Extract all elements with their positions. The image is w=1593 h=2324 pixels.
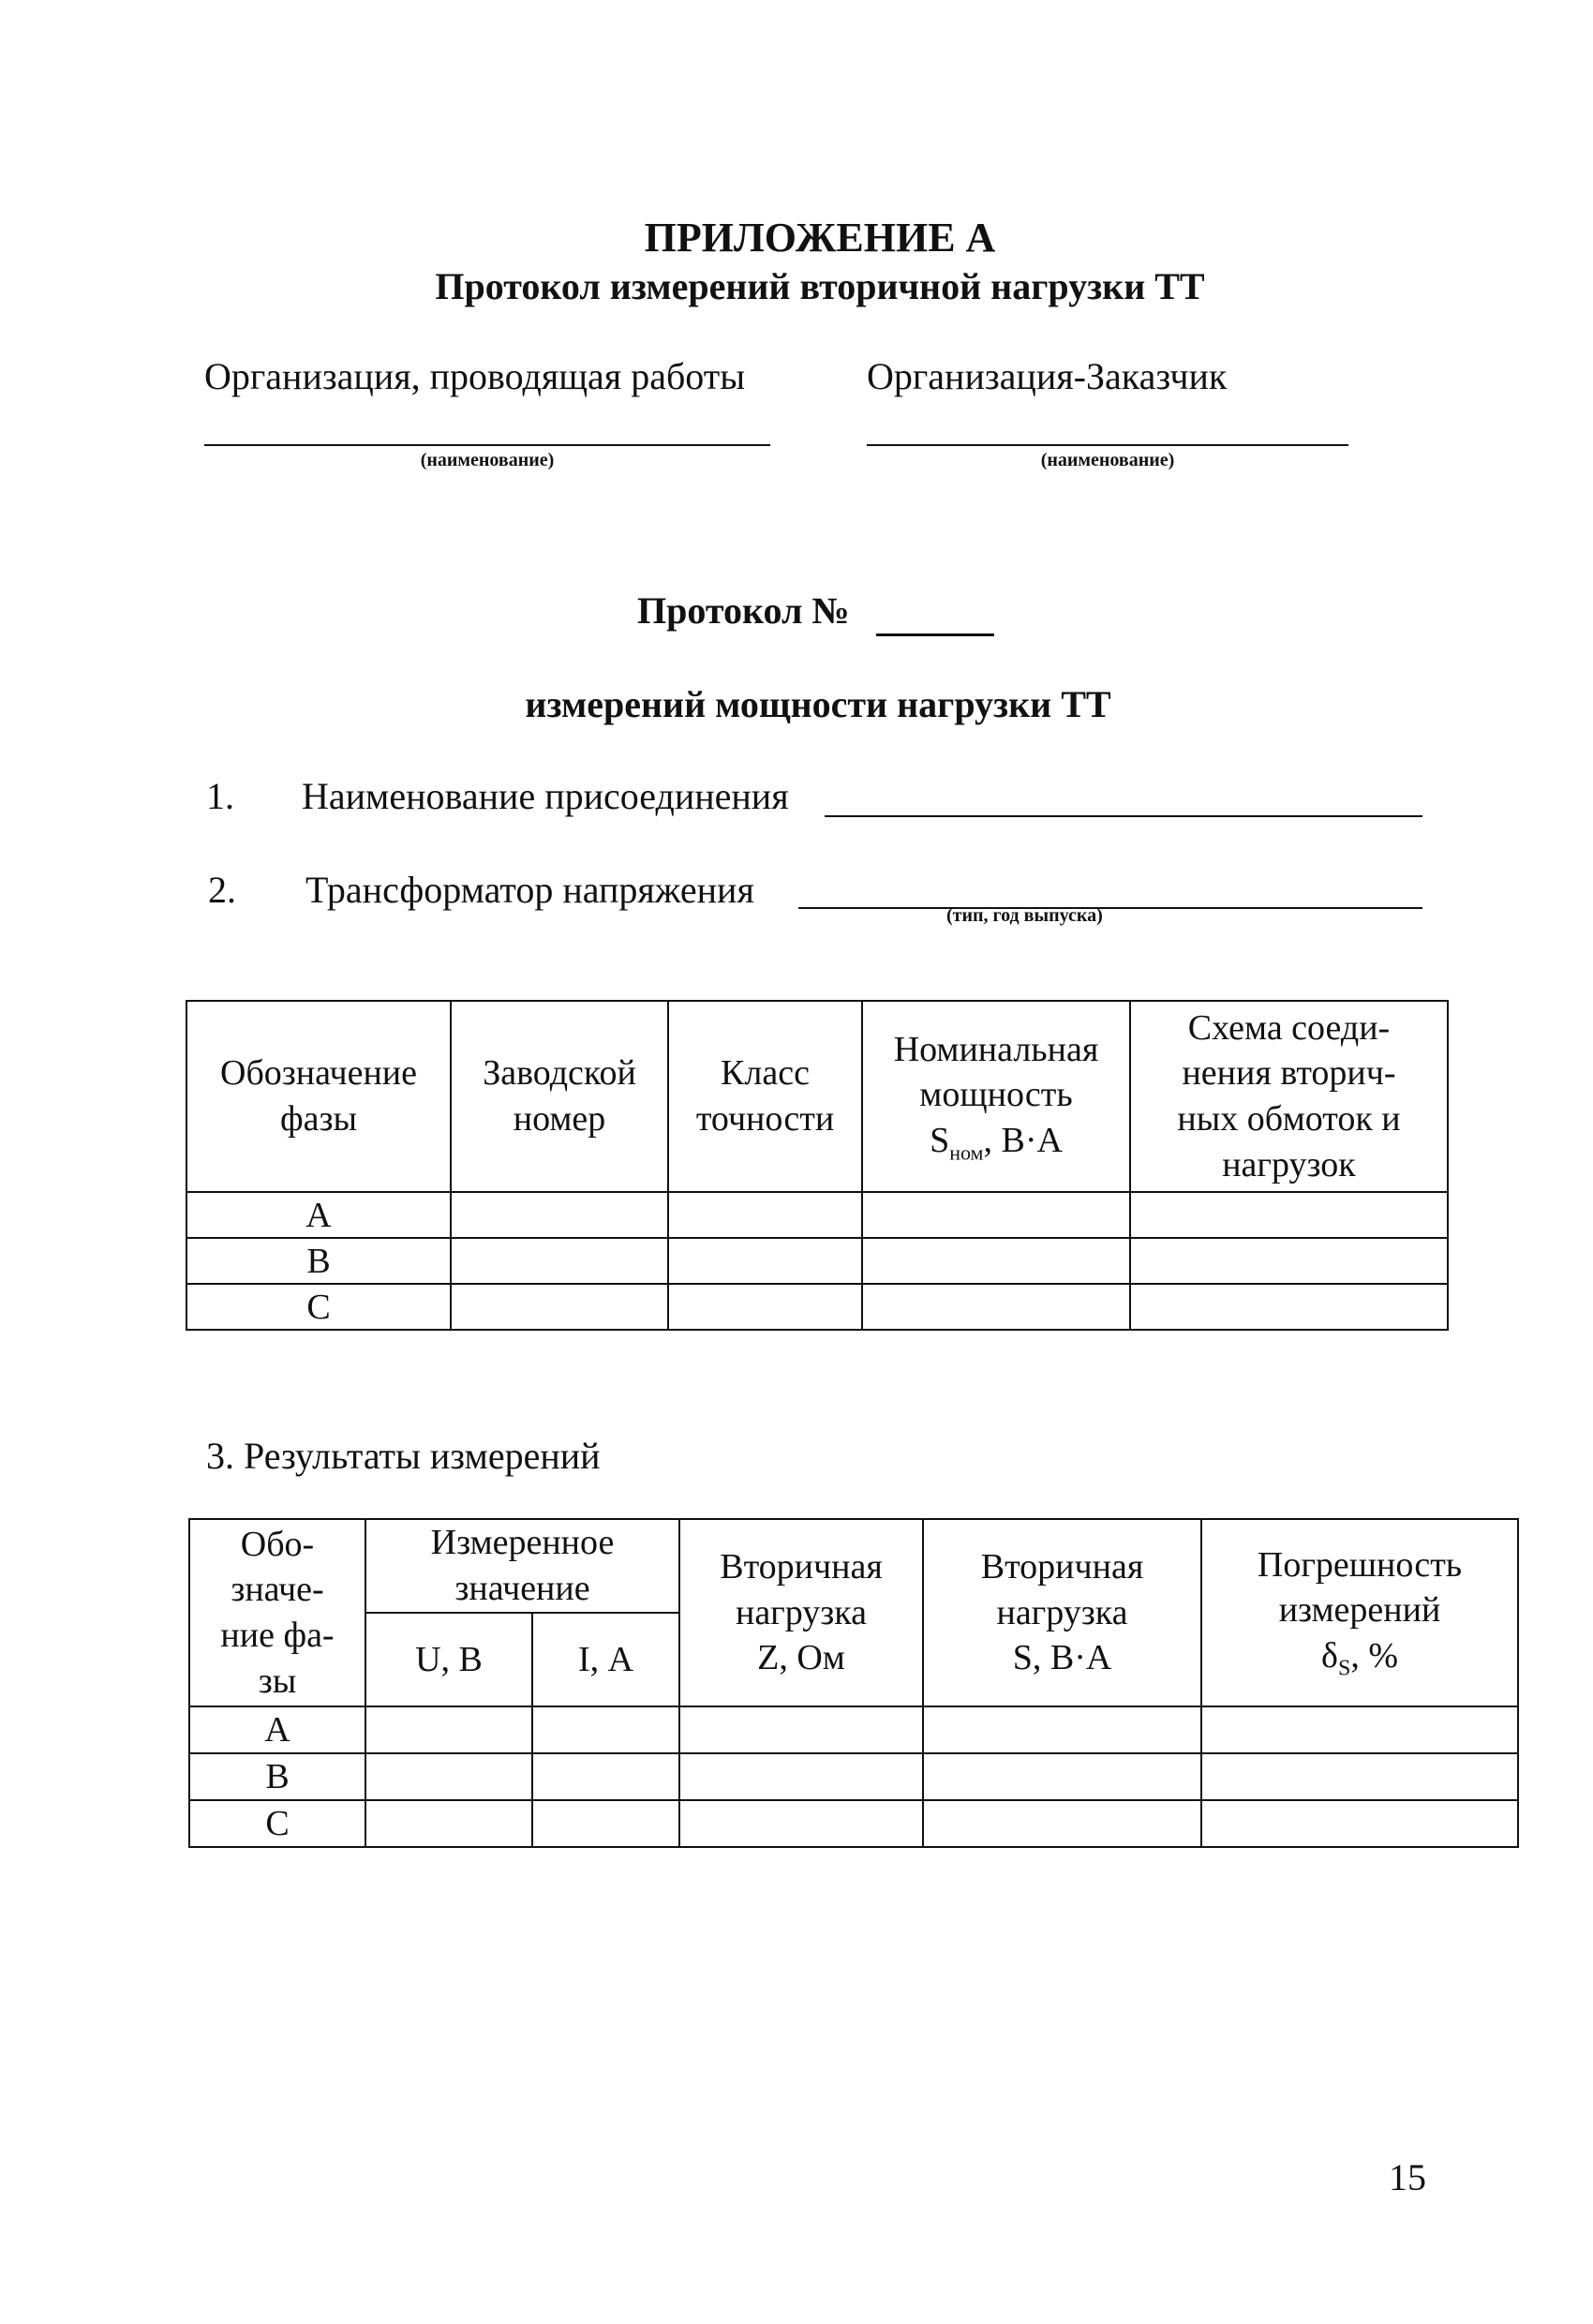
empty-cell[interactable] (451, 1238, 668, 1284)
header-serial-line2: номер (513, 1099, 606, 1139)
empty-cell[interactable] (668, 1238, 862, 1284)
phase-cell: A (189, 1706, 365, 1753)
table-header-row (189, 1519, 1518, 1613)
field-1-fill-line[interactable] (825, 815, 1422, 817)
results-title: 3. Результаты измерений (206, 1435, 601, 1477)
page-number: 15 (1389, 2156, 1426, 2198)
table-row (189, 1800, 1518, 1847)
empty-cell[interactable] (1201, 1706, 1518, 1753)
table-header-row (186, 1001, 1448, 1192)
header-measured-line2: значение (454, 1569, 590, 1608)
header-error-line1: Погрешность (1257, 1544, 1463, 1585)
header-phase-line3: ние фа- (220, 1616, 335, 1655)
header-scheme-line4: нагрузок (1222, 1144, 1356, 1184)
header-phase-line1: Обо- (240, 1524, 315, 1564)
header-voltage: U, В (365, 1613, 532, 1706)
empty-cell[interactable] (1201, 1800, 1518, 1847)
header-phase (189, 1519, 365, 1706)
org-customer-hint: (наименование) (1040, 450, 1175, 470)
empty-cell[interactable] (451, 1284, 668, 1330)
header-error-unit: , % (1350, 1635, 1398, 1676)
header-z-line2: нагрузка (735, 1592, 868, 1632)
header-rated-line1: Номинальная (893, 1029, 1099, 1069)
org-customer-label: Организация-Заказчик (867, 355, 1228, 397)
field-2-fill-line[interactable] (798, 907, 1422, 909)
header-phase-line2: фазы (279, 1099, 358, 1139)
empty-cell[interactable] (668, 1192, 862, 1238)
header-scheme-line1: Схема соеди- (1187, 1007, 1391, 1048)
org-performer-hint: (наименование) (420, 450, 555, 470)
table-row (186, 1284, 1448, 1330)
protocol-number-label: Протокол № (637, 589, 850, 632)
header-accuracy-class (668, 1001, 862, 1192)
header-z-line3: Z, Ом (757, 1638, 845, 1678)
field-2-label: Трансформатор напряжения (305, 869, 754, 911)
empty-cell[interactable] (679, 1800, 923, 1847)
phase-cell: C (189, 1800, 365, 1847)
phase-cell: C (186, 1284, 451, 1330)
empty-cell[interactable] (1130, 1284, 1448, 1330)
header-serial-line1: Заводской (483, 1053, 636, 1094)
header-phase-line2: значе- (231, 1570, 324, 1610)
header-rated-line2: мощность (919, 1075, 1073, 1115)
field-1-number: 1. (206, 775, 234, 817)
header-phase (186, 1001, 451, 1192)
table-row (186, 1192, 1448, 1238)
empty-cell[interactable] (679, 1753, 923, 1800)
header-accuracy-line1: Класс (721, 1053, 810, 1094)
empty-cell[interactable] (532, 1800, 679, 1847)
header-scheme-line2: нения вторич- (1182, 1053, 1396, 1094)
header-serial-number (451, 1001, 668, 1192)
header-phase-line4: зы (258, 1661, 297, 1701)
header-measured-value (365, 1519, 679, 1613)
empty-cell[interactable] (451, 1192, 668, 1238)
table-row (186, 1238, 1448, 1284)
empty-cell[interactable] (862, 1238, 1130, 1284)
header-error-subscript: S (1337, 1656, 1351, 1681)
empty-cell[interactable] (1130, 1192, 1448, 1238)
header-current: I, А (532, 1613, 679, 1706)
empty-cell[interactable] (1130, 1238, 1448, 1284)
phase-cell: B (189, 1753, 365, 1800)
header-error-symbol: δ (1321, 1635, 1338, 1676)
empty-cell[interactable] (862, 1284, 1130, 1330)
empty-cell[interactable] (365, 1706, 532, 1753)
empty-cell[interactable] (532, 1753, 679, 1800)
header-rated-power (862, 1001, 1130, 1192)
header-measured-line1: Измеренное (430, 1523, 615, 1563)
header-rated-subscript: ном (949, 1140, 984, 1165)
appendix-title: ПРИЛОЖЕНИЕ А (644, 215, 996, 261)
empty-cell[interactable] (862, 1192, 1130, 1238)
field-1-label: Наименование присоединения (302, 775, 789, 817)
header-s-line3: S, В·А (1012, 1638, 1112, 1678)
header-z-line1: Вторичная (720, 1547, 883, 1587)
header-phase-line1: Обозначение (220, 1053, 417, 1094)
header-rated-unit: , В·А (983, 1120, 1063, 1160)
header-error-line2: измерений (1278, 1590, 1441, 1631)
empty-cell[interactable] (532, 1706, 679, 1753)
document-subtitle: Протокол измерений вторичной нагрузки ТТ (435, 265, 1205, 307)
header-rated-symbol: S (930, 1120, 950, 1160)
header-s-line1: Вторичная (980, 1547, 1144, 1587)
org-customer-fill-line[interactable] (867, 444, 1348, 446)
org-performer-label: Организация, проводящая работы (204, 355, 746, 397)
empty-cell[interactable] (923, 1706, 1201, 1753)
empty-cell[interactable] (1201, 1753, 1518, 1800)
table-row (189, 1706, 1518, 1753)
empty-cell[interactable] (365, 1753, 532, 1800)
protocol-number-fill-line[interactable] (876, 633, 994, 636)
header-scheme-line3: ных обмоток и (1177, 1099, 1401, 1139)
results-table (188, 1518, 1519, 1848)
header-secondary-load-z (679, 1519, 923, 1706)
transformer-table (186, 1000, 1449, 1331)
org-performer-fill-line[interactable] (204, 444, 770, 446)
empty-cell[interactable] (923, 1800, 1201, 1847)
table-row (189, 1753, 1518, 1800)
header-accuracy-line2: точности (695, 1099, 835, 1139)
header-s-line2: нагрузка (996, 1592, 1128, 1632)
phase-cell: B (186, 1238, 451, 1284)
empty-cell[interactable] (923, 1753, 1201, 1800)
header-measurement-error (1201, 1519, 1518, 1706)
empty-cell[interactable] (679, 1706, 923, 1753)
field-2-hint: (тип, год выпуска) (946, 905, 1103, 926)
header-secondary-load-s (923, 1519, 1201, 1706)
protocol-heading: измерений мощности нагрузки ТТ (525, 683, 1111, 725)
field-2-number: 2. (208, 869, 236, 911)
phase-cell: A (186, 1192, 451, 1238)
header-connection-scheme (1130, 1001, 1448, 1192)
empty-cell[interactable] (668, 1284, 862, 1330)
empty-cell[interactable] (365, 1800, 532, 1847)
